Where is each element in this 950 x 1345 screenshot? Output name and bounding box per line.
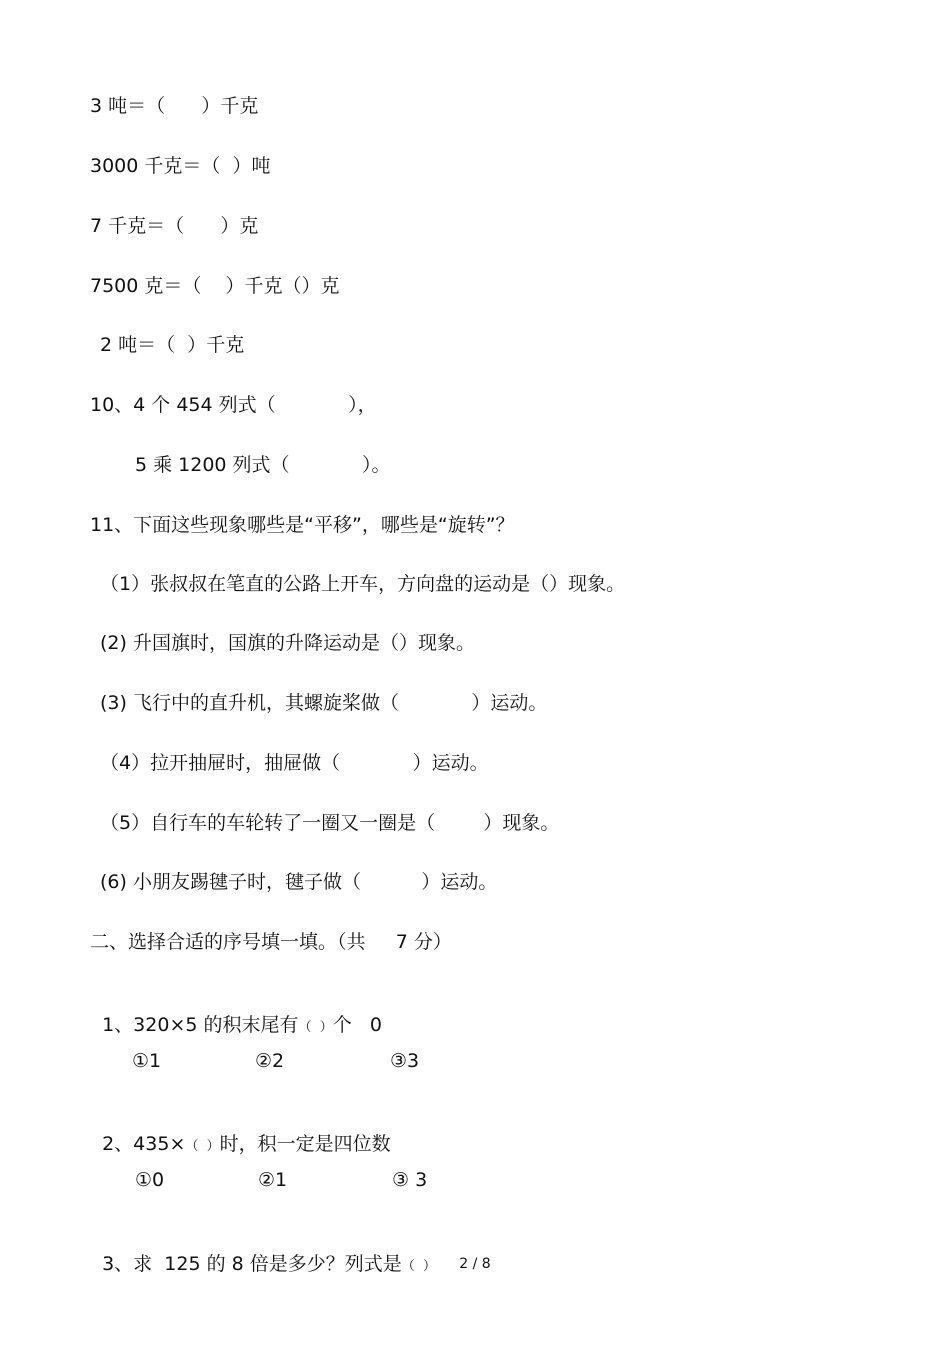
question-11-item-4: （4）拉开抽屉时，抽屉做（ ）运动。 (100, 752, 489, 774)
choice-question-1-blank: （ ） (298, 1020, 333, 1035)
text-line-4: 7500 克＝（ ）千克（）克 (90, 275, 340, 297)
question-11-item-5: （5）自行车的车轮转了一圈又一圈是（ ）现象。 (100, 812, 560, 834)
choice-question-2 (90, 1108, 391, 1159)
question-11-item-1: （1）张叔叔在笔直的公路上开车，方向盘的运动是（）现象。 (100, 573, 626, 595)
text-line-1: 3 吨＝（ ）千克 (90, 95, 259, 117)
question-11-item-6: (6) 小朋友踢毽子时，毽子做（ ）运动。 (100, 871, 498, 893)
section-2-heading: 二、选择合适的序号填一填。（共 7 分） (90, 931, 452, 953)
question-11-item-3: (3) 飞行中的直升机，其螺旋桨做（ ）运动。 (100, 692, 548, 714)
choice-1-option-2: ②2 (255, 1050, 285, 1072)
text-line-5: 2 吨＝（ ）千克 (100, 334, 245, 356)
question-10-line-1: 10、4 个 454 列式（ ）， (90, 394, 377, 416)
page-number: 2 / 8 (459, 1256, 491, 1272)
choice-2-option-1: ①0 (135, 1169, 165, 1191)
choice-question-3-text: 3、求 125 的 8 倍是多少？列式是 (102, 1253, 402, 1275)
choice-question-2-suffix: 时，积一定是四位数 (219, 1133, 391, 1155)
choice-question-1-text: 1、320×5 的积末尾有 (102, 1014, 299, 1036)
choice-2-option-2: ②1 (258, 1169, 288, 1191)
text-line-2: 3000 千克＝（ ）吨 (90, 155, 271, 177)
choice-question-1-suffix: 个 0 (332, 1014, 382, 1036)
choice-question-2-text: 2、435× (102, 1133, 186, 1155)
choice-1-option-1: ①1 (132, 1050, 162, 1072)
question-11-item-2: (2) 升国旗时，国旗的升降运动是（）现象。 (100, 632, 475, 654)
choice-question-2-blank: （ ） (185, 1139, 220, 1154)
choice-question-3-blank: （ ） (401, 1259, 436, 1274)
question-10-line-2: 5 乘 1200 列式（ ）。 (135, 454, 391, 476)
question-11-heading: 11、下面这些现象哪些是“平移”，哪些是“旋转”？ (90, 514, 515, 536)
choice-2-option-3: ③ 3 (392, 1169, 428, 1191)
choice-question-1 (90, 989, 382, 1040)
text-line-3: 7 千克＝（ ）克 (90, 215, 259, 237)
choice-1-option-3: ③3 (390, 1050, 420, 1072)
